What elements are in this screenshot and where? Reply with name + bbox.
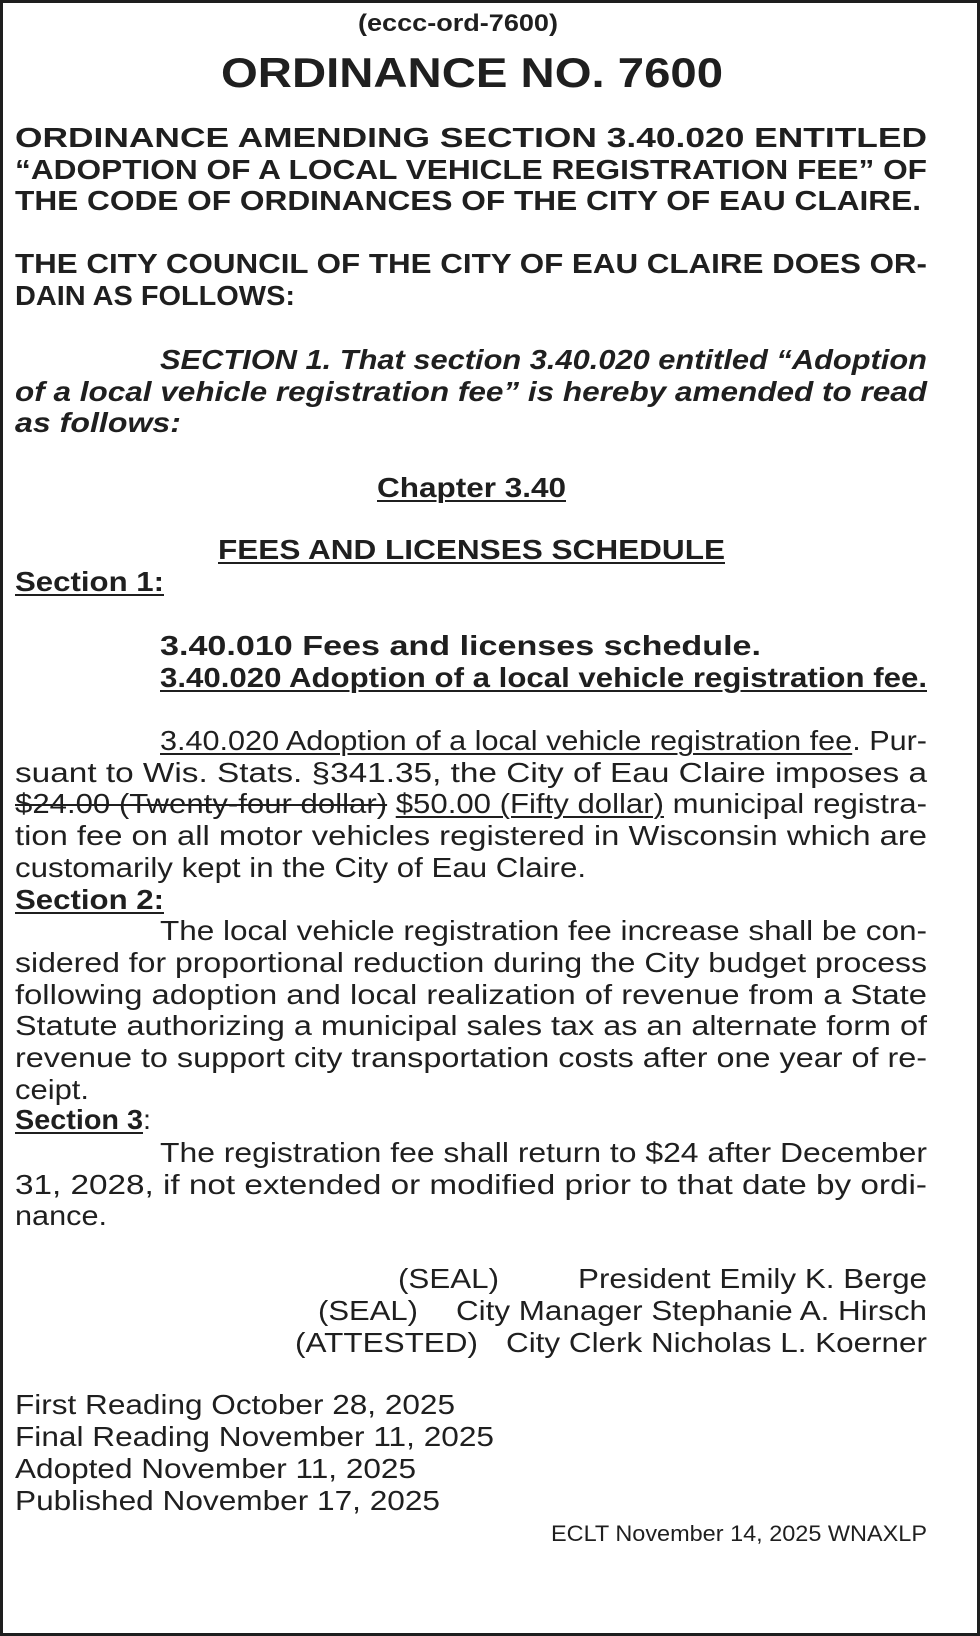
section1-intro-line: SECTION 1. That section 3.40.020 entitled “Adoption: [160, 344, 927, 375]
page-title: ORDINANCE NO. 7600: [221, 49, 723, 96]
section1-intro-line: as follows:: [15, 407, 182, 438]
section2-line: The local vehicle registration fee increase shall be con-: [160, 915, 927, 946]
reading-date: First Reading October 28, 2025: [15, 1389, 455, 1420]
struck-old-fee: $24.00 (Twenty-four dollar): [15, 788, 388, 819]
ordinance-title-line: “ADOPTION OF A LOCAL VEHICLE REGISTRATION FEE” OF: [15, 154, 927, 185]
ordinance-title-line: THE CODE OF ORDINANCES OF THE CITY OF EAU CLAIRE.: [15, 185, 922, 216]
reading-date: Adopted November 11, 2025: [15, 1453, 416, 1484]
colon: :: [142, 1104, 151, 1135]
fee-paragraph-line: [160, 724, 927, 758]
fee-paragraph-line: customarily kept in the City of Eau Claire.: [15, 852, 586, 883]
fee-paragraph-line: suant to Wis. Stats. §341.35, the City of Eau Claire imposes a: [15, 757, 927, 788]
toc-item: 3.40.010 Fees and licenses schedule.: [160, 630, 761, 661]
council-line: THE CITY COUNCIL OF THE CITY OF EAU CLAIRE DOES OR-: [15, 248, 928, 279]
section2-line: Statute authorizing a municipal sales tax as an alternate form of: [15, 1010, 927, 1041]
label: Section 3: [15, 1104, 143, 1135]
section2-label: Section 2:: [15, 884, 164, 915]
chapter-heading: Chapter 3.40: [377, 472, 566, 503]
reading-date: Final Reading November 11, 2025: [15, 1421, 495, 1452]
docket-number: (eccc-ord-7600): [358, 10, 558, 37]
new-fee: $50.00 (Fifty dollar): [395, 788, 664, 819]
publication-footer: ECLT November 14, 2025 WNAXLP: [551, 1521, 927, 1546]
text: municipal registra-: [663, 788, 927, 819]
ordinance-title-line: ORDINANCE AMENDING SECTION 3.40.020 ENTITLED: [15, 122, 928, 153]
section-reference: 3.40.020 Adoption of a local vehicle registration fee: [160, 725, 853, 756]
council-line: DAIN AS FOLLOWS:: [15, 280, 295, 311]
seal-mark: (SEAL): [318, 1295, 418, 1326]
seal-mark: (SEAL): [398, 1263, 499, 1294]
section1-intro-line: of a local vehicle registration fee” is hereby amended to read: [15, 376, 927, 407]
signatory-name: President Emily K. Berge: [578, 1263, 927, 1294]
reading-date: Published November 17, 2025: [15, 1485, 440, 1516]
attested-mark: (ATTESTED): [295, 1327, 478, 1358]
section3-line: nance.: [15, 1200, 107, 1231]
section1-label: Section 1:: [15, 566, 164, 597]
section3-line: 31, 2028, if not extended or modified prior to that date by ordi-: [15, 1169, 927, 1200]
section3-line: The registration fee shall return to $24 after December: [160, 1137, 928, 1168]
section2-line: sidered for proportional reduction during the City budget process: [15, 947, 927, 978]
section2-line: following adoption and local realization of revenue from a State: [15, 979, 927, 1010]
fee-paragraph-line: [15, 787, 927, 821]
schedule-heading: FEES AND LICENSES SCHEDULE: [218, 534, 725, 565]
section2-line: ceipt.: [15, 1074, 89, 1105]
section3-label: [15, 1103, 151, 1137]
signatory-name: City Clerk Nicholas L. Koerner: [506, 1327, 927, 1358]
signatory-name: City Manager Stephanie A. Hirsch: [456, 1295, 927, 1326]
fee-paragraph-line: tion fee on all motor vehicles registered in Wisconsin which are: [15, 820, 927, 851]
section2-line: revenue to support city transportation costs after one year of re-: [15, 1042, 927, 1073]
text: . Pur-: [852, 725, 927, 756]
toc-item: 3.40.020 Adoption of a local vehicle registration fee.: [160, 662, 927, 693]
